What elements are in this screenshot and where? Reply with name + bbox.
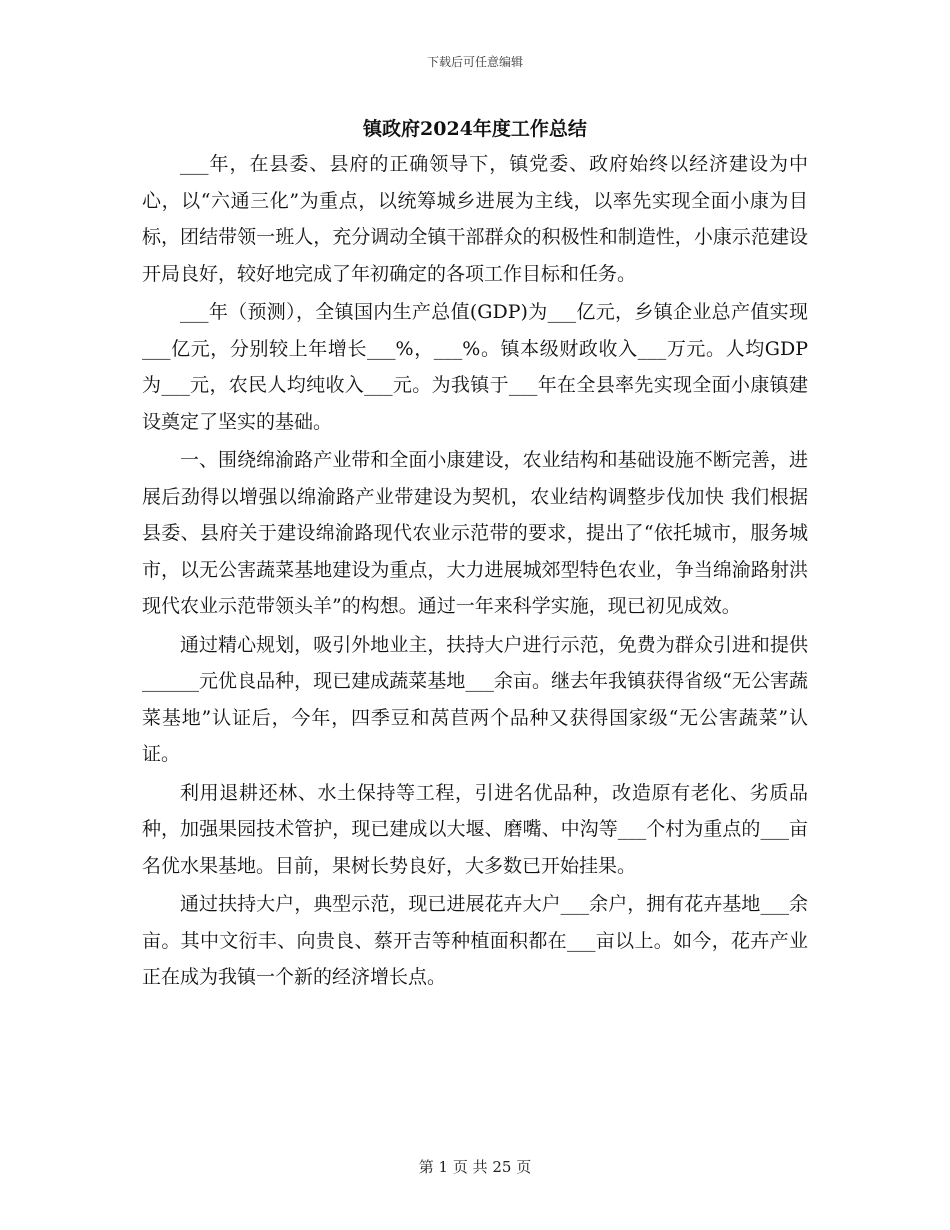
paragraph: ___年（预测），全镇国内生产总值(GDP)为___亿元，乡镇企业总产值实现___亿元，分别较上年增长___%，___%。镇本级财政收入___万元。人均GDP为___元，农民人均纯收入___元。为我镇于___年在全县率先实现全面小康镇建设奠定了坚实的基础。	[142, 301, 808, 433]
document-body	[142, 146, 808, 998]
paragraph: 通过精心规划，吸引外地业主，扶持大户进行示范，免费为群众引进和提供______元优良品种，现已建成蔬菜基地___余亩。继去年我镇获得省级“无公害蔬菜基地”认证后，今年，四季豆和莴苣两个品种又获得国家级“无公害蔬菜”认证。	[142, 633, 808, 765]
page-number: 第 1 页 共 25 页	[418, 1158, 532, 1176]
paragraph: 一、围绕绵渝路产业带和全面小康建设，农业结构和基础设施不断完善，进展后劲得以增强以绵渝路产业带建设为契机，农业结构调整步伐加快 我们根据县委、县府关于建设绵渝路现代农业示范带的要求，提出了“依托城市，服务城市，以无公害蔬菜基地建设为重点，大力进展城郊型特色农业，争当绵渝路射洪现代农业示范带领头羊”的构想。通过一年来科学实施，现已初见成效。	[142, 449, 808, 617]
page-header-note: 下载后可任意编辑	[426, 55, 523, 69]
paragraph: ___年，在县委、县府的正确领导下，镇党委、政府始终以经济建设为中心，以“六通三化”为重点，以统筹城乡进展为主线，以率先实现全面小康为目标，团结带领一班人，充分调动全镇干部群众的积极性和制造性，小康示范建设开局良好，较好地完成了年初确定的各项工作目标和任务。	[142, 153, 808, 285]
paragraph: 利用退耕还林、水土保持等工程，引进名优品种，改造原有老化、劣质品种，加强果园技术管护，现已建成以大堰、磨嘴、中沟等___个村为重点的___亩名优水果基地。目前，果树长势良好，大多数已开始挂果。	[142, 781, 808, 877]
paragraph: 通过扶持大户，典型示范，现已进展花卉大户___余户，拥有花卉基地___余亩。其中文衍丰、向贵良、蔡开吉等种植面积都在___亩以上。如今，花卉产业正在成为我镇一个新的经济增长点。	[142, 893, 808, 988]
document-title: 镇政府2024年度工作总结	[363, 118, 587, 140]
